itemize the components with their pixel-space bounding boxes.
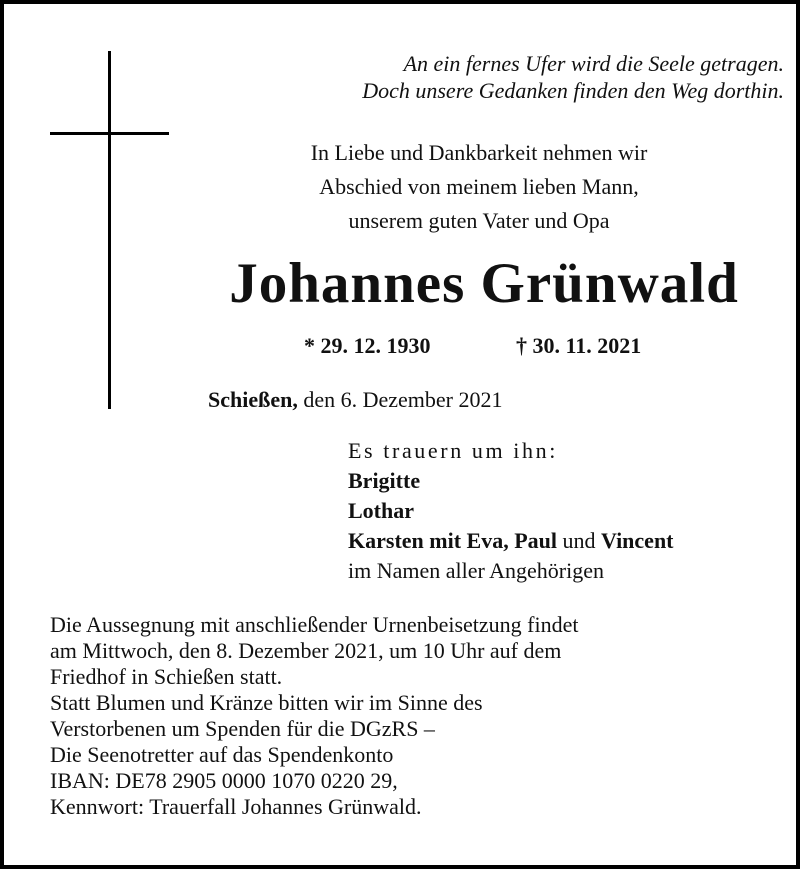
notice-line: Friedhof in Schießen statt. bbox=[50, 664, 283, 689]
intro-line: unserem guten Vater und Opa bbox=[348, 208, 610, 233]
birth-date: * 29. 12. 1930 bbox=[304, 333, 431, 358]
mourners-block bbox=[348, 436, 674, 586]
notice-line: am Mittwoch, den 8. Dezember 2021, um 10 Uhr auf dem bbox=[50, 638, 562, 663]
intro-line: Abschied von meinem lieben Mann, bbox=[319, 174, 639, 199]
poem-line: An ein fernes Ufer wird die Seele getragen. bbox=[403, 51, 784, 76]
conjunction: und bbox=[557, 528, 601, 553]
mourner-name: Lothar bbox=[348, 498, 414, 523]
notice-line: IBAN: DE78 2905 0000 1070 0220 29, bbox=[50, 768, 398, 793]
intro-text bbox=[204, 136, 754, 238]
mourners-closing: im Namen aller Angehörigen bbox=[348, 558, 604, 583]
place-and-date bbox=[208, 384, 503, 416]
notice-line: Verstorbenen um Spenden für die DGzRS – bbox=[50, 716, 435, 741]
date-text: den 6. Dezember 2021 bbox=[297, 387, 503, 412]
death-date: † 30. 11. 2021 bbox=[516, 333, 642, 358]
mourner-name: Vincent bbox=[601, 528, 674, 553]
notice-line: Kennwort: Trauerfall Johannes Grünwald. bbox=[50, 794, 422, 819]
intro-line: In Liebe und Dankbarkeit nehmen wir bbox=[310, 140, 648, 165]
poem-line: Doch unsere Gedanken finden den Weg dorthin. bbox=[362, 78, 784, 103]
cross-icon-horizontal bbox=[50, 132, 169, 135]
notice-line: Die Seenotretter auf das Spendenkonto bbox=[50, 742, 394, 767]
notice-line: Die Aussegnung mit anschließender Urnenbeisetzung findet bbox=[50, 612, 579, 637]
poem bbox=[204, 50, 784, 104]
mourners-heading: Es trauern um ihn: bbox=[348, 438, 558, 463]
place-name: Schießen, bbox=[208, 387, 298, 412]
notice-line: Statt Blumen und Kränze bitten wir im Sinne des bbox=[50, 690, 483, 715]
funeral-notice bbox=[50, 612, 770, 820]
mourner-name: Brigitte bbox=[348, 468, 421, 493]
deceased-name: Johannes Grünwald bbox=[229, 252, 739, 315]
cross-icon-vertical bbox=[108, 51, 111, 409]
mourner-line bbox=[348, 526, 674, 556]
mourner-names: Karsten mit Eva, Paul bbox=[348, 528, 557, 553]
